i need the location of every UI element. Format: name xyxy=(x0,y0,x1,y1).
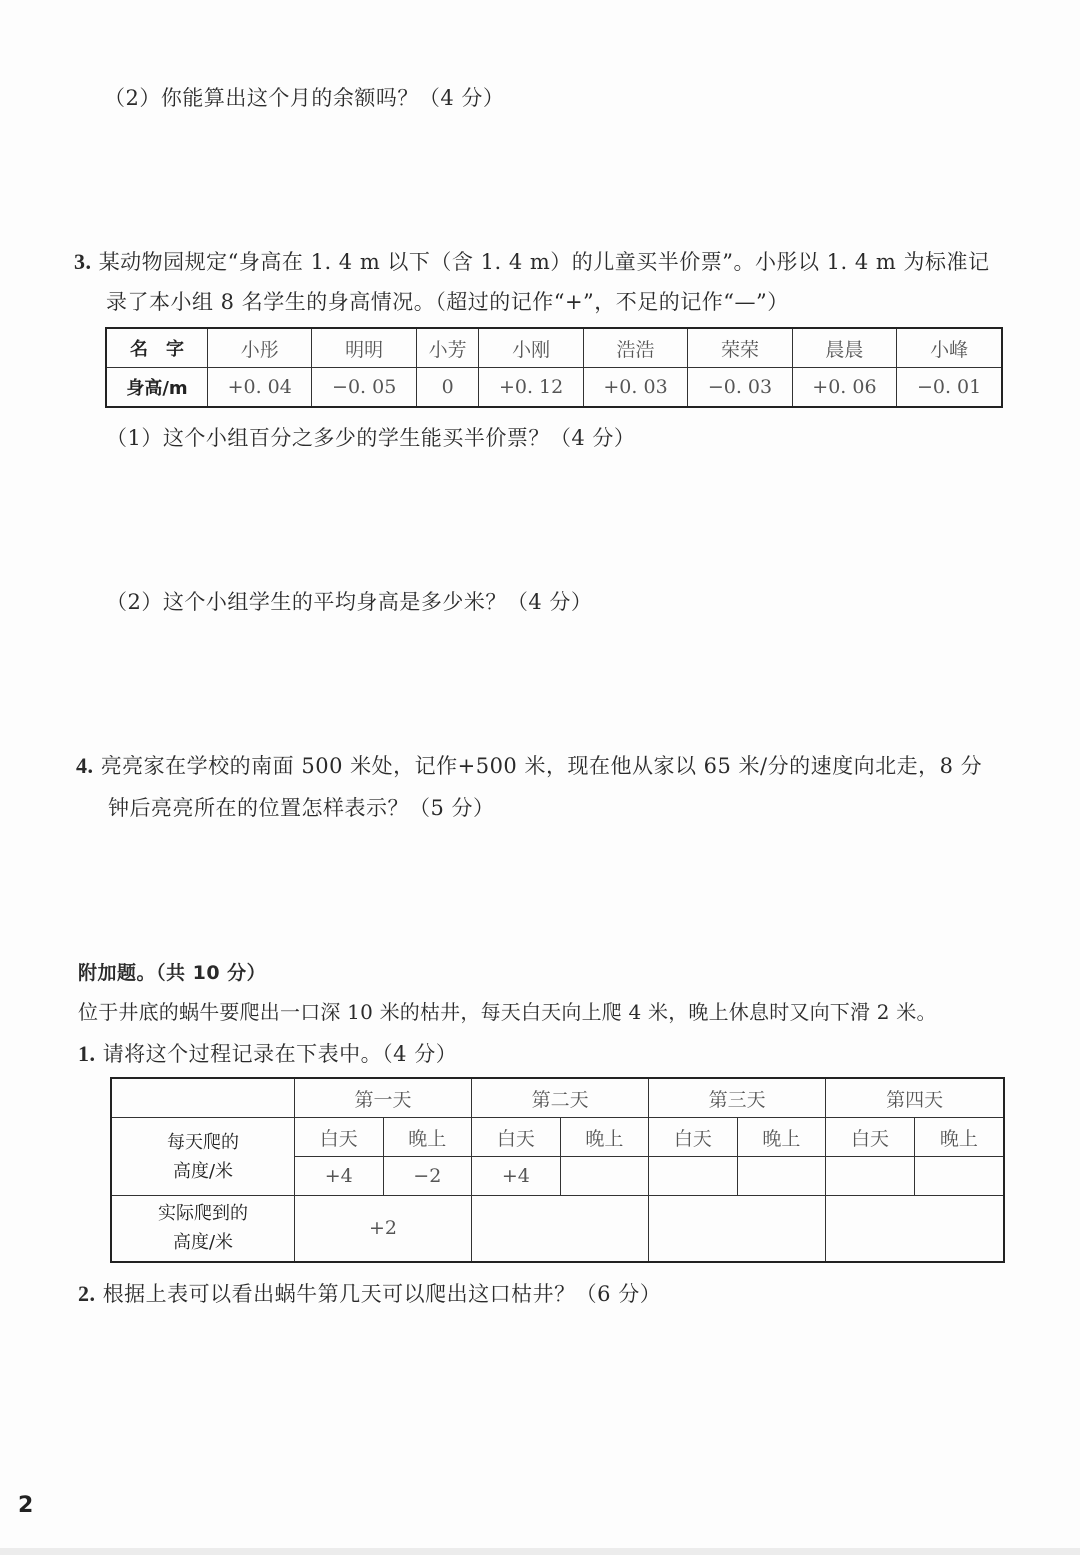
height-table-header-row xyxy=(106,328,1002,368)
actual-height-label xyxy=(111,1196,295,1262)
day-cell: 第一天 xyxy=(295,1078,472,1118)
day-cell: 第二天 xyxy=(472,1078,649,1118)
bonus-item-1-number: 1. xyxy=(78,1041,96,1066)
question-3-line-2: 录了本小组 8 名学生的身高情况。（超过的记作“+”，不足的记作“—”） xyxy=(106,290,789,314)
name-cell: 荣荣 xyxy=(688,328,792,368)
question-4-number: 4. xyxy=(76,753,94,778)
snail-table xyxy=(110,1077,1005,1263)
height-value-cell: 0 xyxy=(416,368,478,408)
question-3-number: 3. xyxy=(74,249,92,274)
daily-height-label xyxy=(111,1118,295,1196)
height-value-cell: +0. 12 xyxy=(479,368,583,408)
height-value-cell: −0. 01 xyxy=(897,368,1002,408)
snail-table-period-row xyxy=(111,1118,1004,1157)
period-cell: 晚上 xyxy=(560,1118,649,1157)
daily-value-cell: +4 xyxy=(295,1157,384,1196)
name-cell: 晨晨 xyxy=(792,328,896,368)
daily-value-cell: +4 xyxy=(472,1157,561,1196)
question-4-line-2: 钟后亮亮所在的位置怎样表示？（5 分） xyxy=(108,796,495,820)
name-cell: 小彤 xyxy=(208,328,312,368)
page-number: 2 xyxy=(18,1493,34,1518)
daily-value-cell xyxy=(914,1157,1004,1196)
height-table-value-row xyxy=(106,368,1002,408)
period-cell: 晚上 xyxy=(383,1118,472,1157)
name-cell: 浩浩 xyxy=(583,328,687,368)
height-label-cell: 身高/m xyxy=(106,368,208,408)
name-label-cell: 名 字 xyxy=(106,328,208,368)
period-cell: 晚上 xyxy=(737,1118,826,1157)
snail-table-day-row xyxy=(111,1078,1004,1118)
bonus-item-1-text: 请将这个过程记录在下表中。（4 分） xyxy=(102,1042,458,1066)
daily-value-cell xyxy=(737,1157,826,1196)
page-bottom-edge xyxy=(0,1548,1080,1555)
height-value-cell: +0. 03 xyxy=(583,368,687,408)
height-table xyxy=(105,327,1003,408)
bonus-item-2-text: 根据上表可以看出蜗牛第几天可以爬出这口枯井？（6 分） xyxy=(102,1282,662,1306)
name-cell: 明明 xyxy=(312,328,416,368)
snail-table-actual-row xyxy=(111,1196,1004,1262)
bonus-title: 附加题。（共 10 分） xyxy=(78,962,267,984)
period-cell: 白天 xyxy=(649,1118,738,1157)
daily-height-label-2: 高度/米 xyxy=(172,1160,234,1182)
name-cell: 小刚 xyxy=(479,328,583,368)
daily-value-cell: −2 xyxy=(383,1157,472,1196)
bonus-item-2-number: 2. xyxy=(78,1281,96,1306)
period-cell: 白天 xyxy=(472,1118,561,1157)
actual-value-cell xyxy=(826,1196,1004,1262)
question-4-line-1 xyxy=(76,750,982,780)
question-3-part-1: （1）这个小组百分之多少的学生能买半价票？（4 分） xyxy=(106,426,636,450)
bonus-intro: 位于井底的蜗牛要爬出一口深 10 米的枯井，每天白天向上爬 4 米，晚上休息时又向下滑 2 米。 xyxy=(78,1000,937,1024)
question-4-text-1: 亮亮家在学校的南面 500 米处，记作+500 米，现在他从家以 65 米/分的速度向北走，8 分 xyxy=(100,754,983,778)
name-cell: 小芳 xyxy=(416,328,478,368)
height-value-cell: −0. 03 xyxy=(688,368,792,408)
height-value-cell: +0. 06 xyxy=(792,368,896,408)
day-cell: 第四天 xyxy=(826,1078,1004,1118)
actual-height-label-1: 实际爬到的 xyxy=(158,1203,248,1225)
question-3-text-1: 某动物园规定“身高在 1. 4 m 以下（含 1. 4 m）的儿童买半价票”。小彤以 1. 4 m 为标准记 xyxy=(98,250,990,274)
actual-value-cell: +2 xyxy=(295,1196,472,1262)
actual-value-cell xyxy=(472,1196,649,1262)
daily-height-label-1: 每天爬的 xyxy=(167,1131,239,1153)
actual-height-label-2: 高度/米 xyxy=(172,1232,234,1254)
actual-value-cell xyxy=(649,1196,826,1262)
period-cell: 晚上 xyxy=(914,1118,1004,1157)
bonus-item-2 xyxy=(78,1278,661,1308)
question-2-part-2: （2）你能算出这个月的余额吗？（4 分） xyxy=(104,86,505,110)
name-cell: 小峰 xyxy=(897,328,1002,368)
daily-value-cell xyxy=(826,1157,915,1196)
period-cell: 白天 xyxy=(826,1118,915,1157)
question-3-part-2: （2）这个小组学生的平均身高是多少米？（4 分） xyxy=(106,590,593,614)
period-cell: 白天 xyxy=(295,1118,384,1157)
day-cell: 第三天 xyxy=(649,1078,826,1118)
height-value-cell: +0. 04 xyxy=(208,368,312,408)
daily-value-cell xyxy=(560,1157,649,1196)
question-3-line-1 xyxy=(74,246,990,276)
height-value-cell: −0. 05 xyxy=(312,368,416,408)
daily-value-cell xyxy=(649,1157,738,1196)
corner-cell xyxy=(111,1078,295,1118)
bonus-item-1 xyxy=(78,1038,457,1068)
